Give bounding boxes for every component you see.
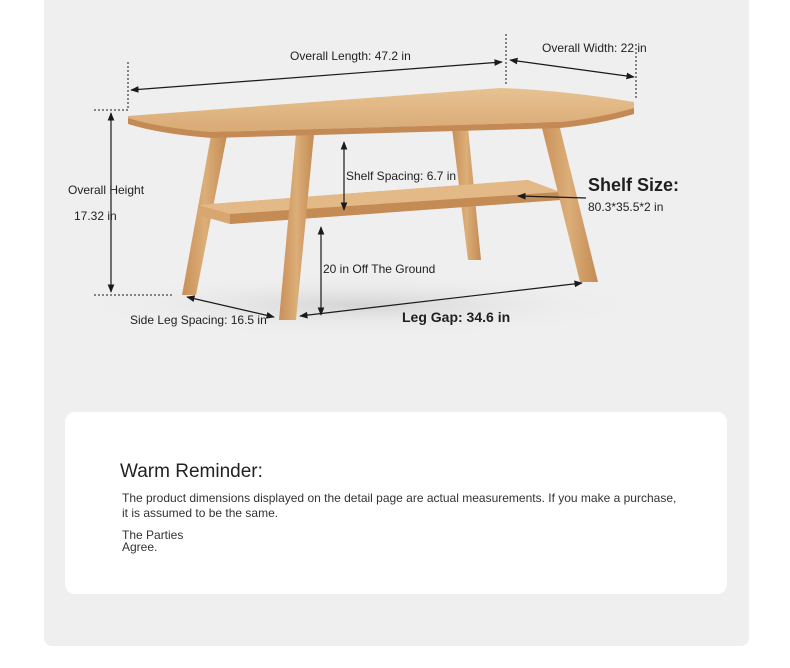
reminder-title: Warm Reminder: [120, 461, 263, 482]
reminder-note-line2: Agree. [122, 540, 158, 554]
reminder-note-line1: The Parties [122, 528, 184, 542]
length-arrow [131, 62, 502, 90]
overall-width-label: Overall Width: 22 in [542, 41, 647, 55]
overall-length-label: Overall Length: 47.2 in [290, 49, 411, 63]
overall-height-value: 17.32 in [74, 209, 117, 223]
width-arrow [510, 60, 634, 77]
floor-shadow [70, 273, 650, 337]
shelf-size-value: 80.3*35.5*2 in [588, 200, 664, 214]
side-leg-spacing-label: Side Leg Spacing: 16.5 in [130, 313, 267, 327]
off-ground-label: 20 in Off The Ground [323, 262, 436, 276]
shelf-size-title: Shelf Size: [588, 175, 680, 195]
overall-height-label: Overall Height [68, 183, 145, 197]
warm-reminder-card [65, 412, 727, 594]
reminder-body: The product dimensions displayed on the detail page are actual measurements. If you make a purchase, it is assumed to be the same. [122, 491, 677, 520]
reminder-note [122, 529, 242, 553]
shelf-spacing-label: Shelf Spacing: 6.7 in [346, 169, 457, 183]
leg-gap-label: Leg Gap: 34.6 in [402, 309, 511, 325]
